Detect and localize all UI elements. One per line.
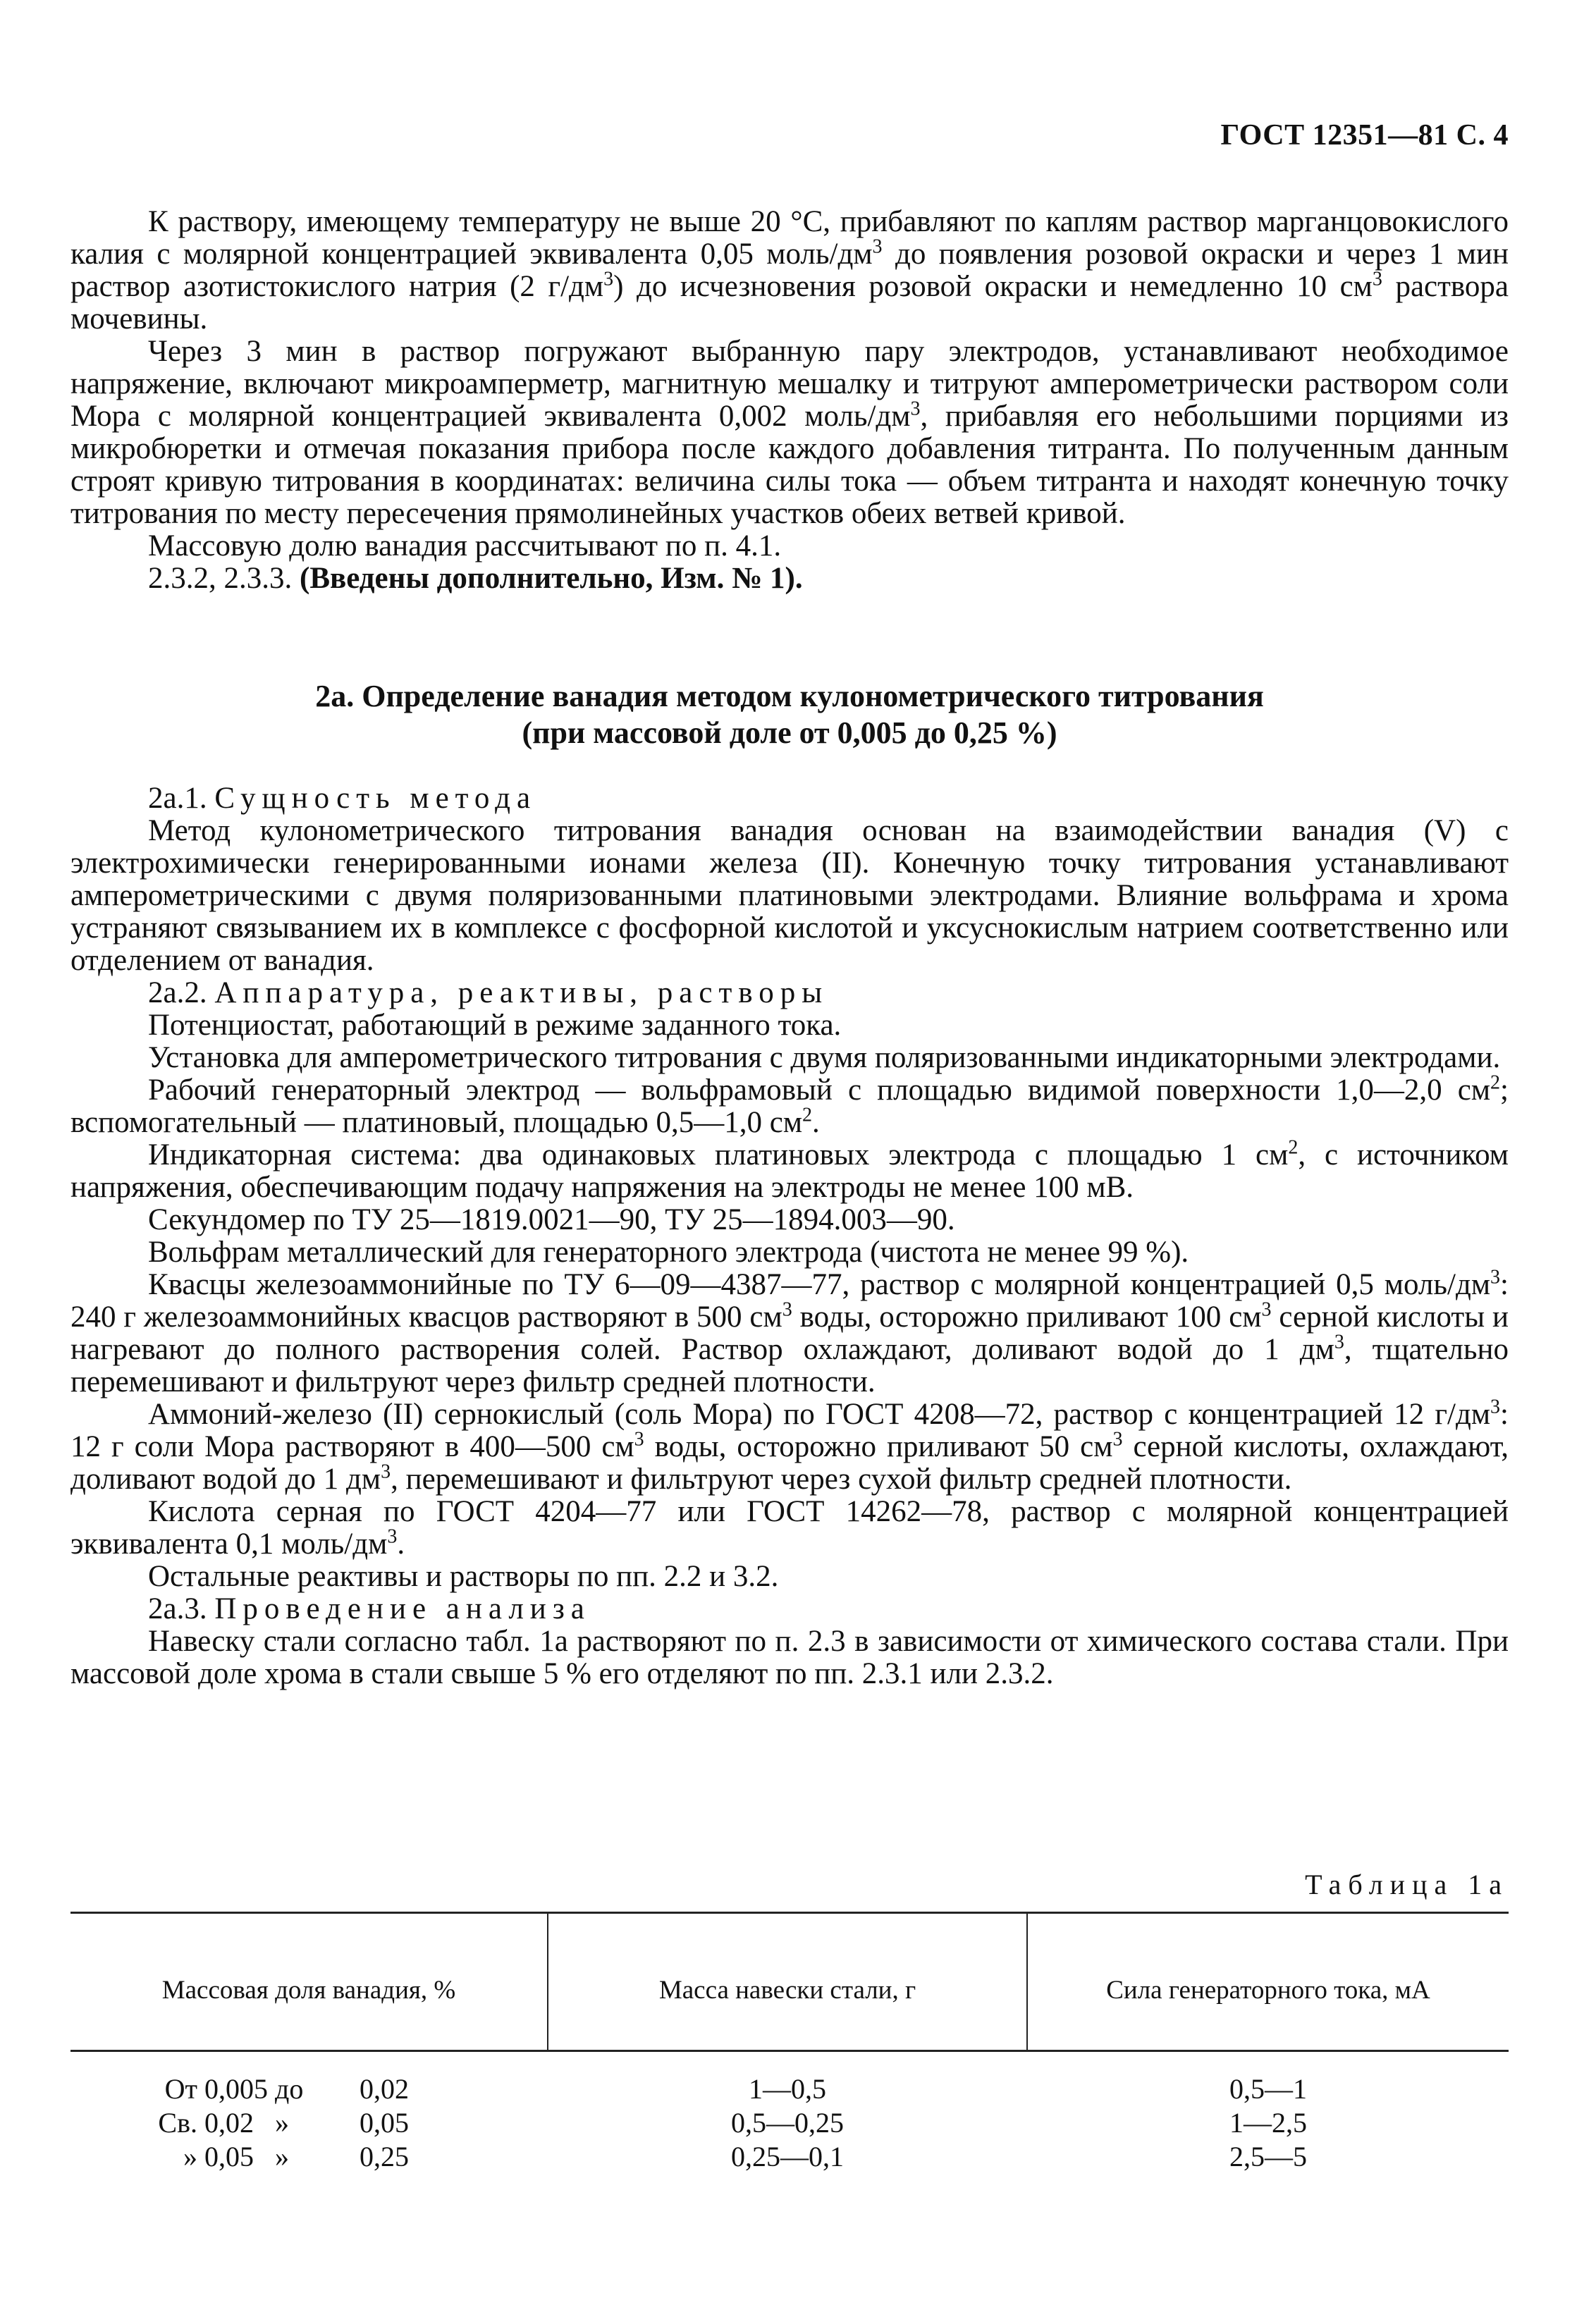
apparatus-item-5: Секундомер по ТУ 25—1819.0021—90, ТУ 25—1894.003—90. [148, 1203, 955, 1236]
data-table [70, 1912, 1509, 2239]
table-cell-bound: 0,02 [360, 2073, 409, 2105]
subsection-2a2-heading: 2а.2. Аппаратура, реактивы, растворы [148, 976, 829, 1009]
table-header-cell: Масса навески стали, г [658, 1976, 916, 2005]
subsection-2a1-text: Метод кулонометрического титрования ванадия основан на взаимодействии ванадия (V) с электрохимически генерированными ионами железа (II). Конечную точку титрования устанавливают амперометрическими с двумя поляризованными платиновыми электродами. Влияние вольфрама и хрома устраняют связыванием их в комплексе с фосфорной кислотой и уксуснокислым натрием соответственно или отделением от ванадия. [70, 814, 1509, 977]
paragraph-1: К раствору, имеющему температуру не выше 20 °С, прибавляют по каплям раствор марганцовокислого калия с молярной концентрацией эквивалента 0,05 моль/$дм^3$ до появления розовой окраски и через 1 мин раствор азотистокислого натрия (2 $г/дм^3$) до исчезновения розовой окраски и немедленно 10 $см^3$ раствора мочевины. [70, 205, 1509, 336]
table-cell-range: 0,005 до [204, 2073, 304, 2105]
apparatus-item-7: Квасцы железоаммонийные по ТУ 6—09—4387—77, раствор с молярной концентрацией 0,5 моль/$дм^3$: 240 г железоаммонийных квасцов растворяют в 500 $см^3$ воды, осторожно приливают 100 $см^3$ серной кислоты и нагревают до полного растворения солей. Раствор охлаждают, доливают водой до 1 $дм^3$, тщательно перемешивают и фильтруют через фильтр средней плотности. [70, 1266, 1509, 1398]
paragraph-3: Массовую долю ванадия рассчитывают по п. 4.1. [148, 529, 782, 562]
paragraph-2: Через 3 мин в раствор погружают выбранную пару электродов, устанавливают необходимое напряжение, включают микроамперметр, магнитную мешалку и титруют амперометрически раствором соли Мора с молярной концентрацией эквивалента 0,002 моль/$дм^3$, прибавляя его небольшими порциями из микробюретки и отмечая показания прибора после каждого добавления титранта. По полученным данным строят кривую титрования в координатах: величина силы тока — объем титранта и находят конечную точку титрования по месту пересечения прямолинейных участков обеих ветвей кривой. [70, 335, 1509, 530]
table-cell-prefix: От [164, 2073, 197, 2105]
table-top-rule [70, 1912, 1509, 1914]
paragraph-4: 2.3.2, 2.3.3. (Введены дополнительно, Изм. № 1). [148, 562, 803, 595]
apparatus-item-9: Кислота серная по ГОСТ 4204—77 или ГОСТ 14262—78, раствор с молярной концентрацией эквивалента 0,1 моль/$дм^3$. [70, 1495, 1509, 1561]
table-cell-range: 0,02 » [204, 2107, 289, 2139]
intro-text-block [70, 206, 1509, 595]
table-cell-mass: 1—0,5 [749, 2073, 826, 2105]
apparatus-item-6: Вольфрам металлический для генераторного электрода (чистота не менее 99 %). [148, 1236, 1189, 1269]
section-title [70, 678, 1509, 751]
table-cell-mass: 0,25—0,1 [731, 2141, 844, 2172]
subsection-2a1-heading: 2а.1. Сущность метода [148, 782, 537, 815]
apparatus-item-10: Остальные реактивы и растворы по пп. 2.2 и 3.2. [148, 1560, 779, 1593]
section-title-line-1: 2а. Определение ванадия методом кулонометрического титрования [315, 679, 1264, 713]
subsection-2a3-text: Навеску стали согласно табл. 1а растворяют по п. 2.3 в зависимости от химического состава стали. При массовой доле хрома в стали свыше 5 % его отделяют по пп. 2.3.1 или 2.3.2. [70, 1625, 1509, 1690]
table-cell-current: 1—2,5 [1229, 2107, 1307, 2139]
table-header-cell: Массовая доля ванадия, % [161, 1976, 456, 2005]
table-cell-mass: 0,5—0,25 [731, 2107, 844, 2139]
table-cell-prefix: » [183, 2141, 197, 2172]
table-cell-prefix: Св. [158, 2107, 197, 2139]
apparatus-item-4: Индикаторная система: два одинаковых платиновых электрода с площадью 1 $см^2$, с источником напряжения, обеспечивающим подачу напряжения на электроды не менее 100 мВ. [70, 1136, 1509, 1204]
apparatus-item-2: Установка для амперометрического титрования с двумя поляризованными индикаторными электродами. [148, 1041, 1501, 1074]
apparatus-item-8: Аммоний-железо (II) сернокислый (соль Мора) по ГОСТ 4208—72, раствор с концентрацией 12 $г/дм^3$: 12 г соли Мора растворяют в 400—500 $см^3$ воды, осторожно приливают 50 $см^3$ серной кислоты, охлаждают, доливают водой до 1 $дм^3$, перемешивают и фильтруют через сухой фильтр средней плотности. [70, 1396, 1509, 1496]
table-caption: Таблица 1а [1305, 1869, 1509, 1900]
table-cell-bound: 0,25 [360, 2141, 409, 2172]
subsection-2a3-heading: 2а.3. Проведение анализа [148, 1592, 591, 1625]
section-title-line-2: (при массовой доле от 0,005 до 0,25 %) [522, 715, 1057, 750]
table-cell-current: 2,5—5 [1229, 2141, 1307, 2172]
table-header-cell: Сила генераторного тока, мА [1106, 1976, 1430, 2005]
table-cell-current: 0,5—1 [1229, 2073, 1307, 2105]
document-header: ГОСТ 12351—81 С. 4 [1220, 119, 1509, 152]
table-cell-range: 0,05 » [204, 2141, 289, 2172]
table-cell-bound: 0,05 [360, 2107, 409, 2139]
apparatus-item-1: Потенциостат, работающий в режиме заданного тока. [148, 1009, 842, 1042]
table-header-rule [70, 2050, 1509, 2052]
apparatus-item-3: Рабочий генераторный электрод — вольфрамовый с площадью видимой поверхности 1,0—2,0 $см^2$; вспомогательный — платиновый, площадью 0,5—1,0 $см^2$. [70, 1071, 1509, 1139]
method-text-block [70, 782, 1509, 1690]
